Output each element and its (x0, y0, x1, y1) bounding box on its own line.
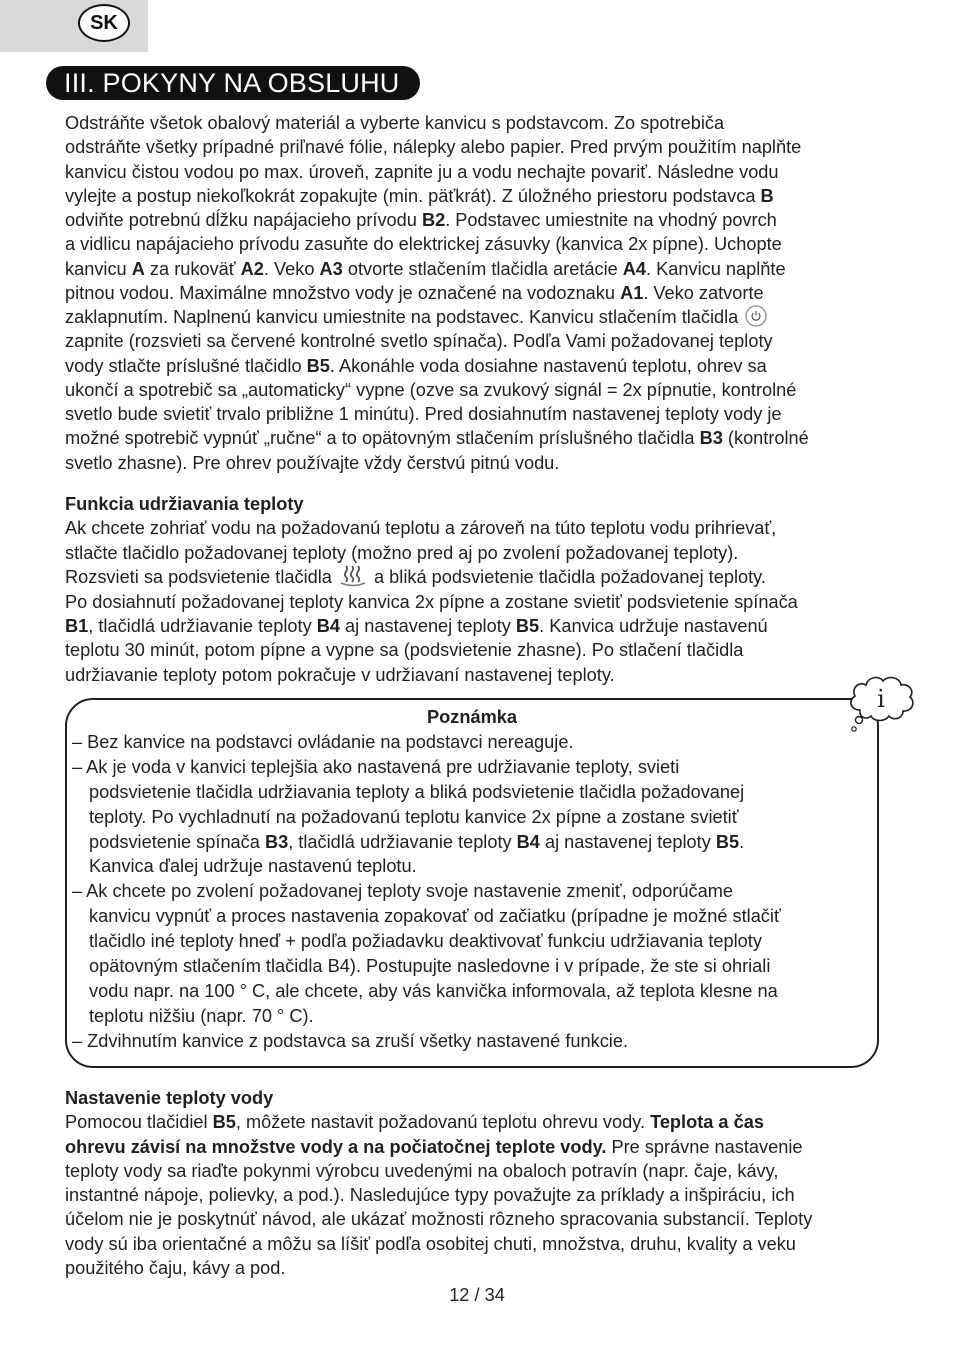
text-line (65, 281, 915, 305)
keep-warm-section (65, 492, 915, 687)
text-segment: vodu napr. na 100 ° C, ale chcete, aby vás kanvička informovala, až teplota klesne na (89, 980, 778, 1001)
bold-text: B4 (316, 616, 340, 637)
section-title: III. POKYNY NA OBSLUHU (46, 66, 420, 100)
text-segment: a bliká podsvietenie tlačidla požadovanej teploty. (368, 566, 766, 587)
bold-text: B4 (516, 831, 540, 852)
text-segment: Ak chcete zohriať vodu na požadovanú teplotu a zároveň na túto teplotu vodu prihrievať, (65, 518, 777, 539)
text-segment: za rukoväť (144, 258, 241, 279)
text-line (65, 426, 915, 450)
text-segment: podsvietenie spínača (89, 831, 265, 852)
text-segment: kanvicu čistou vodou po max. úroveň, zapnite ju a vodu nechajte povariť. Následne vodu (65, 161, 779, 182)
text-segment: zapnite (rozsvieti sa červené kontrolné svetlo spínača). Podľa Vami požadovanej teploty (65, 331, 773, 352)
text-line (65, 1256, 915, 1280)
text-line (65, 135, 915, 159)
text-segment: svetlo zhasne). Pre ohrev používajte vždy čerstvú pitnú vodu. (65, 452, 560, 473)
page-number: 12 / 34 (449, 1285, 505, 1305)
note-line (72, 1004, 872, 1029)
text-segment: udržiavanie teploty potom pokračuje v udržiavaní nastavenej teploty. (65, 664, 615, 685)
text-line (65, 232, 915, 256)
bold-text: A2 (240, 258, 264, 279)
text-segment: . Kanvica udržuje nastavenú (539, 616, 768, 637)
note-line (72, 954, 872, 979)
bold-text: B5 (306, 355, 330, 376)
text-line (65, 402, 915, 426)
text-line (65, 208, 915, 232)
text-line (65, 1110, 915, 1134)
text-line (65, 354, 915, 378)
svg-text:i: i (877, 685, 885, 713)
text-segment: a vidlicu napájacieho prívodu zasuňte do elektrickej zásuvky (kanvica 2x pípne). Uchopte (65, 234, 782, 255)
language-badge: SK (78, 4, 130, 42)
text-segment: . Akonáhle voda dosiahne nastavenú teplotu, ohrev sa (329, 355, 767, 376)
text-segment: teploty. Po vychladnutí na požadovanú teplotu kanvice 2x pípne a zostane svietiť (89, 806, 739, 827)
text-segment: , tlačidlá udržiavanie teploty (288, 831, 517, 852)
note-line (72, 780, 872, 805)
text-line (65, 1135, 915, 1159)
text-line (65, 1232, 915, 1256)
set-temperature-section (65, 1086, 915, 1280)
bold-text: A4 (622, 258, 647, 279)
text-line (65, 378, 915, 402)
note-line (72, 879, 872, 904)
text-segment: , môžete nastavit požadovanú teplotu ohrevu vody. (235, 1112, 651, 1133)
bold-text: A (131, 258, 145, 279)
text-segment: kanvicu vypnúť a proces nastavenia zopakovať od začiatku (prípadne je možné stlačiť (89, 906, 781, 927)
text-segment: vody stlačte príslušné tlačidlo (65, 355, 307, 376)
text-segment: odviňte potrebnú dĺžku napájacieho prívodu (65, 210, 422, 230)
keep-warm-heading: Funkcia udržiavania teploty (65, 494, 304, 514)
text-segment: . Podstavec umiestnite na vhodný povrch (445, 210, 777, 230)
text-segment: – Ak je voda v kanvici teplejšia ako nastavená pre udržiavanie teploty, svieti (72, 756, 680, 777)
text-segment: účelom nie je poskytnúť návod, ale ukázať možnosti rôzneho spracovania substancií. Teploty (65, 1209, 813, 1230)
text-line (65, 305, 915, 329)
text-segment: pitnou vodou. Maximálne množstvo vody je označené na vodoznaku (65, 282, 621, 303)
text-segment: Po dosiahnutí požadovanej teploty kanvica 2x pípne a zostane svietiť podsvietenie spínača (65, 591, 798, 612)
text-segment: . Kanvicu naplňte (646, 258, 786, 279)
text-line (65, 614, 915, 638)
note-line (72, 730, 872, 755)
text-segment: podsvietenie tlačidla udržiavania teploty a bliká podsvietenie tlačidla požadovanej (89, 781, 745, 802)
text-segment: zaklapnutím. Naplnenú kanvicu umiestnite na podstavec. Kanvicu stlačením tlačidla (65, 307, 739, 327)
text-segment: ukončí a spotrebič sa „automaticky“ vypne (ozve sa zvukový signál = 2x pípnutie, kontrolné (65, 379, 797, 400)
text-line (65, 329, 915, 353)
text-segment: aj nastavenej teploty (339, 616, 516, 637)
keep-warm-icon (337, 564, 369, 588)
text-line (65, 1183, 915, 1207)
note-title: Poznámka (427, 707, 517, 727)
note-line (72, 755, 872, 780)
text-segment: Kanvica ďalej udržuje nastavenú teplotu. (89, 856, 417, 877)
note-line (72, 929, 872, 954)
bold-text: B3 (699, 428, 723, 449)
text-segment: , tlačidlá udržiavanie teploty (88, 616, 317, 637)
note-line (72, 854, 872, 879)
text-segment: teplotu nižšiu (napr. 70 ° C). (89, 1005, 314, 1026)
text-segment: Pre správne nastavenie (606, 1136, 803, 1157)
note-line (72, 1029, 872, 1054)
note-line (72, 830, 872, 855)
text-line (65, 1159, 915, 1183)
text-segment: . Veko (263, 258, 320, 279)
text-line (65, 590, 915, 614)
note-text (72, 705, 872, 1054)
text-segment: . (739, 831, 745, 852)
bold-text: B5 (515, 616, 540, 637)
bold-text: A3 (319, 258, 343, 279)
text-line (65, 257, 915, 281)
text-segment: – Zdvihnutím kanvice z podstavca sa zruší všetky nastavené funkcie. (72, 1030, 628, 1051)
text-segment: . Veko zatvorte (643, 282, 764, 303)
text-segment: teplotu 30 minút, potom pípne a vypne sa (podsvietenie zhasne). Po stlačení tlačidla (65, 640, 744, 661)
bold-text: B5 (715, 831, 740, 852)
text-line (65, 184, 915, 208)
text-segment: svetlo bude svietiť trvalo približne 1 minútu). Pred dosiahnutím nastavenej teploty vody je (65, 404, 782, 424)
bold-text: B1 (65, 616, 89, 637)
bold-text: B5 (212, 1112, 236, 1133)
intro-paragraph (65, 111, 915, 475)
bold-text: B3 (264, 831, 289, 852)
bold-text: A1 (620, 282, 644, 303)
text-line (65, 541, 915, 565)
text-segment: opätovným stlačením tlačidla B4). Postupujte nasledovne i v prípade, že ste si ohriali (89, 956, 771, 977)
text-segment: – Ak chcete po zvolení požadovanej teploty svoje nastavenie zmeniť, odporúčame (72, 881, 733, 902)
bold-text: Teplota a čas (650, 1112, 764, 1133)
text-segment: otvorte stlačením tlačidla aretácie (342, 258, 623, 279)
text-segment: odstráňte všetky prípadné priľnavé fólie, nálepky alebo papier. Pred prvým použitím naplňte (65, 137, 802, 158)
text-segment: vylejte a postup niekoľkokrát zopakujte (min. päťkrát). Z úložného priestoru podstavca (65, 185, 761, 206)
text-line (65, 1207, 915, 1231)
text-line (65, 451, 915, 475)
language-tab (0, 0, 148, 52)
text-line (65, 565, 915, 590)
text-line (65, 663, 915, 687)
text-segment: použitého čaju, kávy a pod. (65, 1257, 286, 1278)
bold-text: ohrevu závisí na množstve vody a na počiatočnej teplote vody. (65, 1136, 607, 1157)
note-line (72, 979, 872, 1004)
text-segment: (kontrolné (722, 428, 809, 449)
note-line (72, 904, 872, 929)
set-temperature-heading: Nastavenie teploty vody (65, 1088, 274, 1108)
note-line (72, 805, 872, 830)
text-segment: Odstráňte všetok obalový materiál a vyberte kanvicu s podstavcom. Zo spotrebiča (65, 113, 725, 133)
text-segment: – Bez kanvice na podstavci ovládanie na podstavci nereaguje. (72, 731, 574, 752)
text-line (65, 516, 915, 540)
text-segment: teploty vody sa riaďte pokynmi výrobcu uvedenými na obaloch potravín (napr. čaje, kávy, (65, 1160, 779, 1181)
bold-text: B2 (421, 210, 446, 230)
bold-text: B (760, 185, 774, 206)
text-segment: vody sú iba orientačné a môžu sa líšiť podľa osobitej chuti, množstva, druhu, kvality a veku (65, 1233, 796, 1254)
text-line (65, 111, 915, 135)
text-line (65, 638, 915, 662)
power-button-icon (743, 305, 769, 327)
text-segment: kanvicu (65, 258, 132, 279)
text-segment: instantné nápoje, polievky, a pod.). Nasledujúce typy považujte za príklady a inšpiráciu, ich (65, 1185, 795, 1205)
text-segment: možné spotrebič vypnúť „ručne“ a to opätovným stlačením príslušného tlačidla (65, 428, 700, 449)
text-line (65, 160, 915, 184)
text-segment: Pomocou tlačidiel (65, 1112, 213, 1133)
text-segment: aj nastavenej teploty (539, 831, 716, 852)
text-segment: Rozsvieti sa podsvietenie tlačidla (65, 566, 337, 587)
text-segment: tlačidlo iné teploty hneď + podľa požiadavku deaktivovať funkciu udržiavania teploty (89, 931, 762, 952)
text-segment: stlačte tlačidlo požadovanej teploty (možno pred aj po zvolení požadovanej teploty). (65, 542, 739, 563)
